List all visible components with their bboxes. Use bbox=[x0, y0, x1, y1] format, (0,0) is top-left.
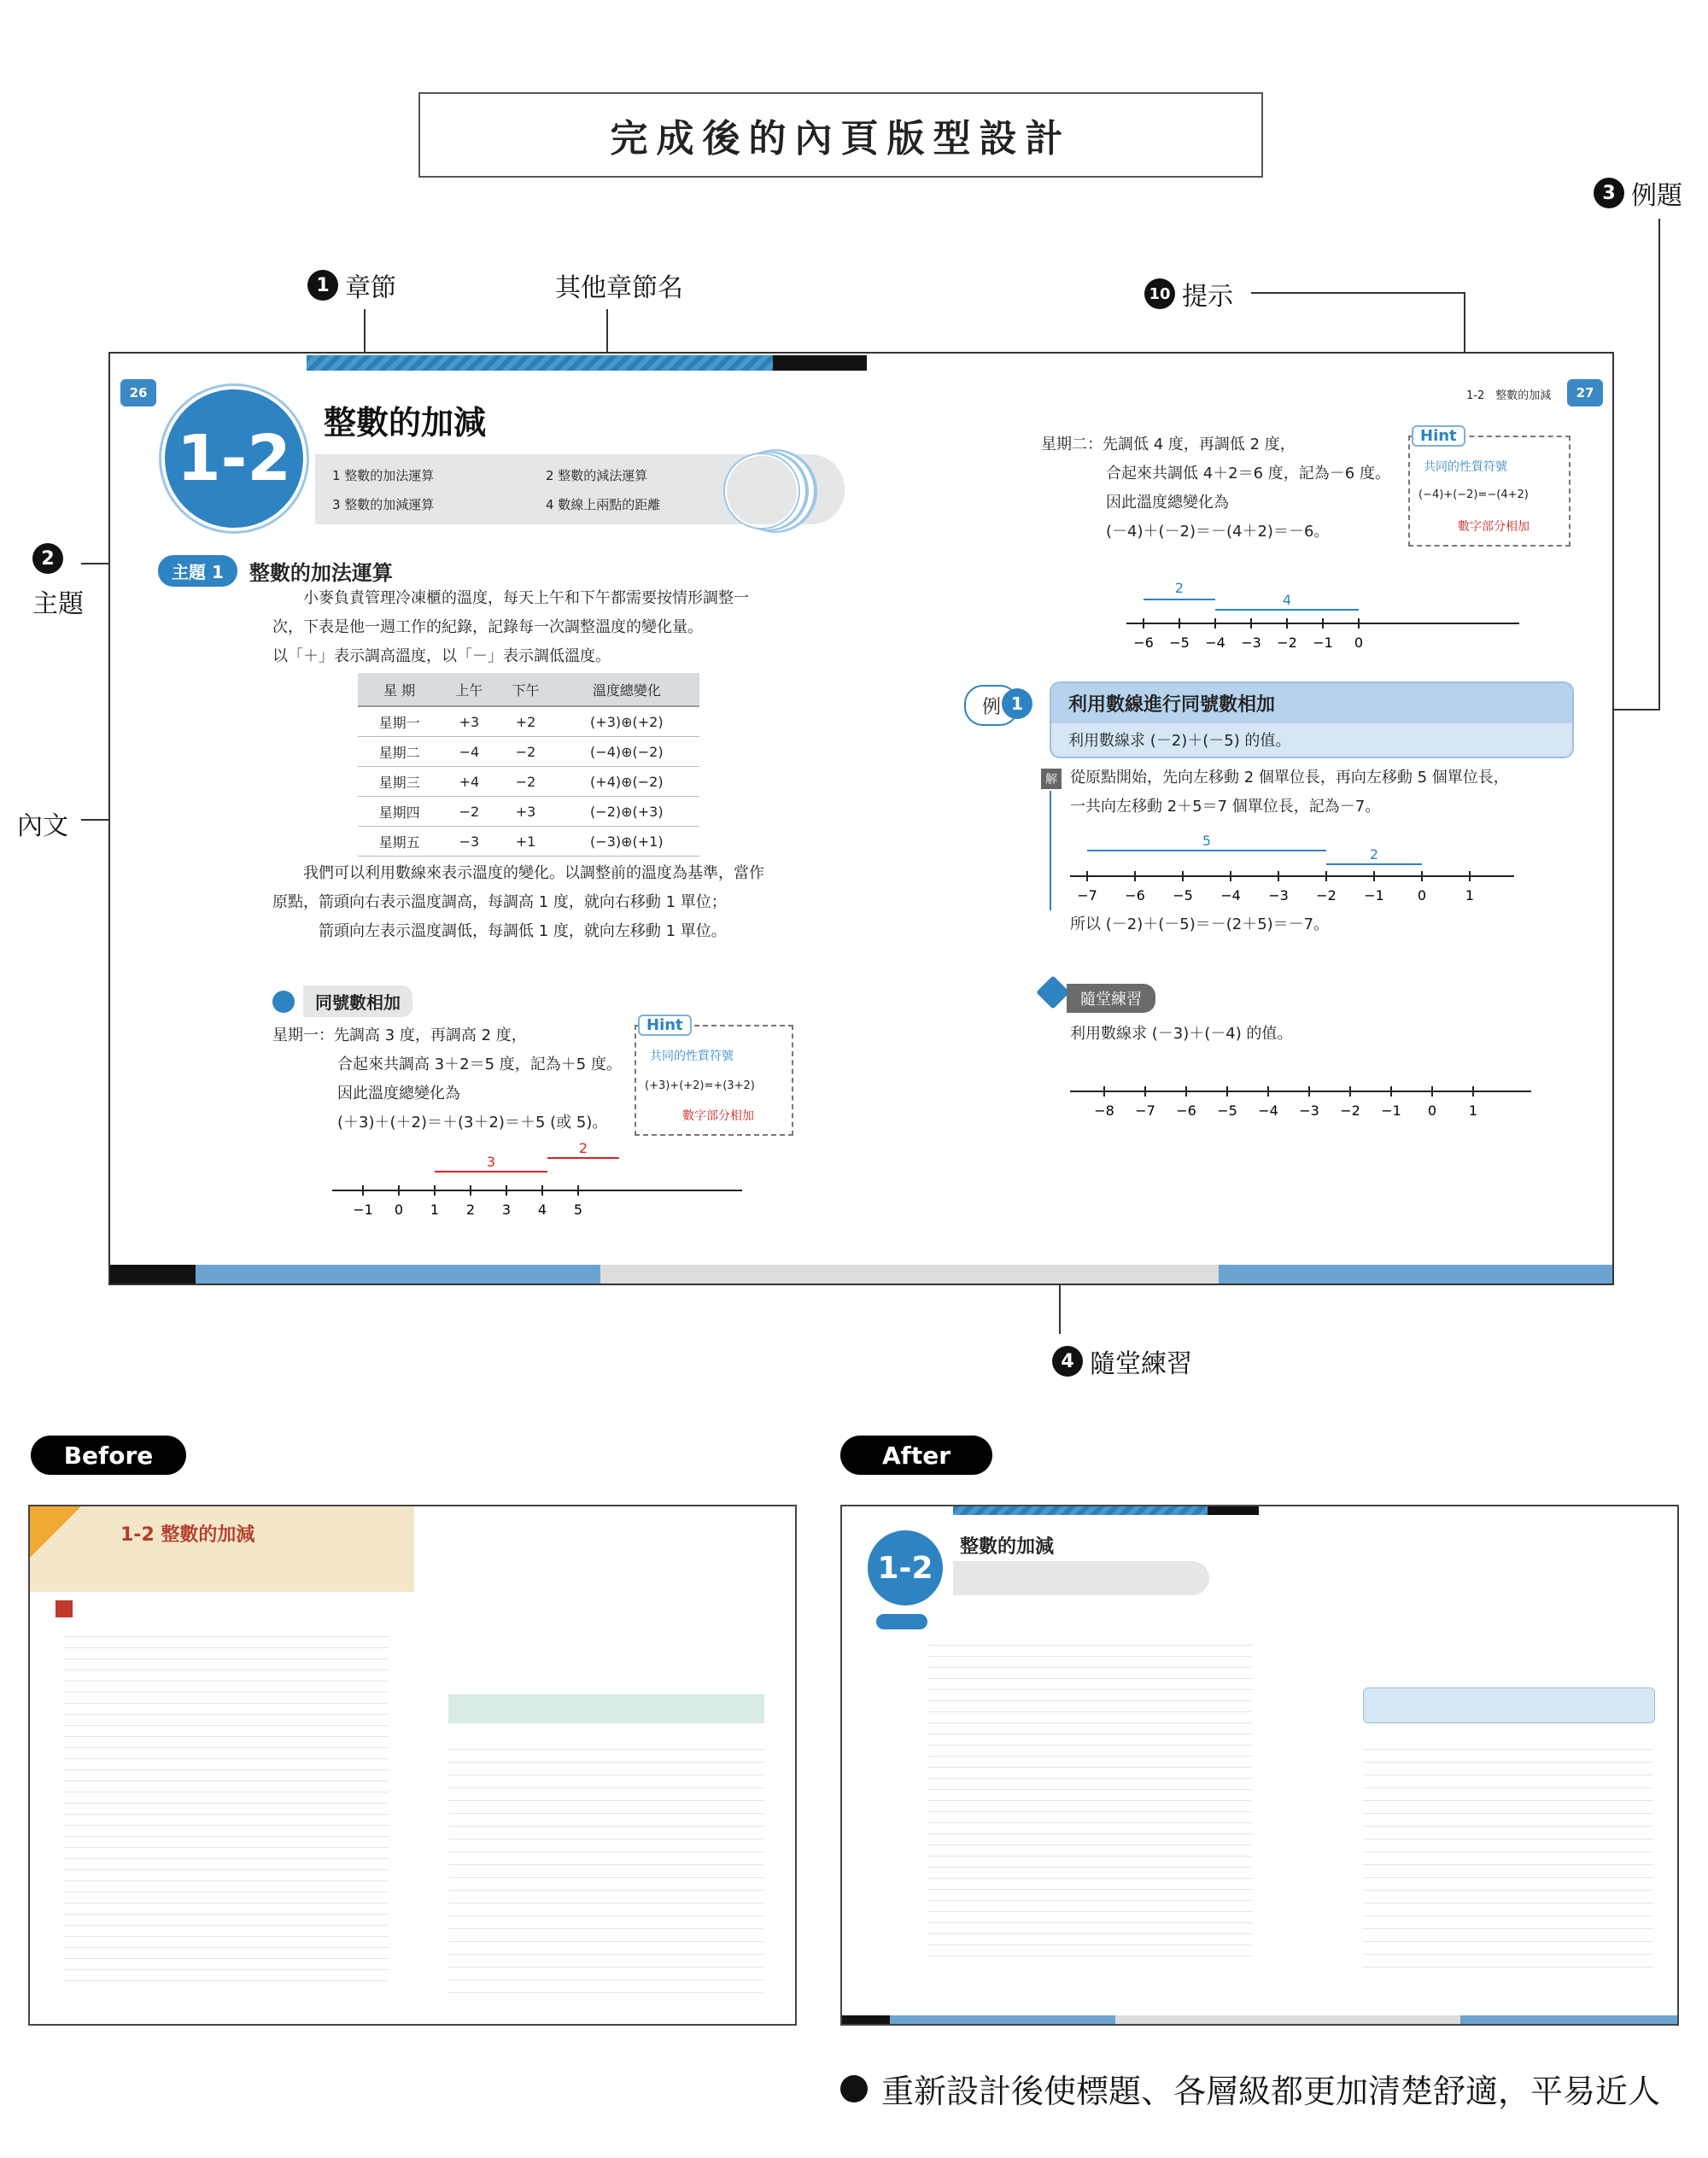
callout-number: 3 bbox=[1594, 178, 1624, 208]
segment-label: 2 bbox=[1369, 846, 1379, 863]
after-chapter-title: 整數的加減 bbox=[960, 1536, 1055, 1558]
example-question: 利用數線求 (－2)＋(－5) 的值。 bbox=[1068, 732, 1291, 750]
table-cell: −4 bbox=[441, 737, 497, 767]
before-right-text bbox=[448, 1737, 764, 1993]
section-number-badge: 1-2 bbox=[161, 386, 307, 531]
practice-question: 利用數線求 (－3)＋(－4) 的值。 bbox=[1070, 1025, 1293, 1043]
after-body-text bbox=[927, 1635, 1252, 1959]
after-tab-bar bbox=[953, 1506, 1209, 1515]
chapter-tab-bar bbox=[307, 355, 776, 371]
table-cell: +1 bbox=[497, 827, 553, 857]
solution-line: 一共向左移動 2＋5＝7 個單位長，記為－7。 bbox=[1070, 798, 1381, 816]
before-chapter-title: 1-2 整數的加減 bbox=[120, 1524, 255, 1546]
tick-label: −4 bbox=[1220, 887, 1241, 904]
callout-label: 隨堂練習 bbox=[1090, 1349, 1192, 1379]
intro-paragraph bbox=[272, 584, 785, 671]
after-bottom-stripe bbox=[842, 2015, 1677, 2024]
page-number-right: 27 bbox=[1567, 379, 1603, 406]
tick-label: −5 bbox=[1173, 887, 1193, 904]
example-line: 星期一：先調高 3 度，再調高 2 度， bbox=[272, 1026, 527, 1044]
subheading bbox=[272, 985, 412, 1017]
table-cell: +4 bbox=[441, 767, 497, 797]
callout-other-chapters bbox=[555, 266, 683, 304]
tick-label: −2 bbox=[1277, 635, 1297, 651]
example-line: 因此溫度總變化為 bbox=[1106, 494, 1229, 512]
topic-header bbox=[158, 555, 393, 587]
tick-label: −7 bbox=[1135, 1102, 1155, 1119]
table-cell: −2 bbox=[497, 737, 553, 767]
example-line: 合起來共調低 4＋2＝6 度，記為－6 度。 bbox=[1106, 465, 1390, 482]
callout-chapter bbox=[307, 266, 396, 304]
table-row bbox=[358, 737, 699, 767]
temperature-table bbox=[358, 673, 699, 857]
tick-label: 0 bbox=[394, 1202, 404, 1218]
pencil-icon bbox=[1036, 975, 1070, 1009]
table-cell: (+4)⊕(−2) bbox=[554, 767, 699, 797]
after-subtopics bbox=[953, 1561, 1209, 1595]
tuesday-example bbox=[1041, 430, 1451, 547]
table-cell: (−2)⊕(+3) bbox=[554, 797, 699, 827]
tick-label: −4 bbox=[1205, 635, 1225, 651]
segment-label: 3 bbox=[486, 1154, 496, 1170]
hint-title: 共同的性質符號 bbox=[650, 1050, 734, 1063]
before-example-bar bbox=[448, 1694, 764, 1723]
example-title: 利用數線進行同號數相加 bbox=[1051, 683, 1572, 723]
after-tab-dark bbox=[1208, 1506, 1259, 1515]
topic-title: 整數的加法運算 bbox=[249, 561, 393, 585]
callout-label: 例題 bbox=[1631, 181, 1682, 211]
hint-formula: (−4)+(−2)=−(4+2) bbox=[1418, 488, 1529, 501]
hint-tag: Hint bbox=[638, 1015, 692, 1036]
callout-label: 章節 bbox=[345, 273, 396, 303]
intro-line: 次，下表是他一週工作的紀錄，記錄每一次調整溫度的變化量。 bbox=[272, 618, 703, 636]
table-cell: 星期五 bbox=[358, 827, 441, 857]
before-header-band bbox=[30, 1506, 414, 1592]
table-row bbox=[358, 767, 699, 797]
segment-label: 2 bbox=[1174, 580, 1184, 596]
example-number: 1 bbox=[1002, 688, 1032, 719]
tick-label: −5 bbox=[1169, 635, 1190, 651]
table-header: 上午 bbox=[441, 673, 497, 706]
table-cell: (−3)⊕(+1) bbox=[554, 827, 699, 857]
number-line-right-3 bbox=[1070, 1071, 1531, 1131]
bullet-icon bbox=[272, 991, 295, 1013]
example-label: 例 bbox=[981, 696, 1001, 718]
hint-formula: (+3)+(+2)=+(3+2) bbox=[645, 1079, 755, 1092]
example-line: 星期二：先調低 4 度，再調低 2 度， bbox=[1041, 436, 1296, 453]
table-row bbox=[358, 706, 699, 737]
page-title: 完成後的內頁版型設計 bbox=[418, 92, 1263, 178]
callout-label: 內文 bbox=[17, 811, 68, 841]
chapter-title: 整數的加減 bbox=[324, 404, 487, 442]
tick-label: −3 bbox=[1241, 635, 1261, 651]
tick-label: 1 bbox=[1465, 887, 1475, 904]
hint-box bbox=[635, 1016, 793, 1136]
decorative-rings bbox=[725, 454, 798, 528]
subheading-label: 同號數相加 bbox=[303, 985, 412, 1017]
example-box bbox=[1050, 681, 1574, 758]
table-cell: +3 bbox=[441, 706, 497, 737]
after-thumbnail bbox=[840, 1505, 1679, 2026]
callout-number: 1 bbox=[307, 270, 338, 301]
after-topic-badge bbox=[876, 1614, 927, 1629]
tick-label: 0 bbox=[1427, 1102, 1437, 1119]
tick-label: −1 bbox=[1381, 1102, 1401, 1119]
hint-box-right bbox=[1408, 427, 1571, 547]
example-line: 因此溫度總變化為 bbox=[337, 1085, 460, 1102]
leader-line bbox=[1251, 292, 1465, 294]
tick-label: 5 bbox=[573, 1202, 583, 1218]
segment-label: 5 bbox=[1202, 833, 1212, 849]
callout-label: 提示 bbox=[1182, 282, 1233, 312]
tick-label: 1 bbox=[1468, 1102, 1478, 1119]
tick-label: 0 bbox=[1417, 887, 1427, 904]
before-body-text bbox=[64, 1626, 389, 1985]
after-example-bar bbox=[1363, 1687, 1655, 1723]
practice-label: 隨堂練習 bbox=[1067, 984, 1155, 1013]
table-header: 星 期 bbox=[358, 673, 441, 706]
solution-text bbox=[1070, 763, 1582, 822]
tick-label: −6 bbox=[1176, 1102, 1196, 1119]
callout-body bbox=[17, 804, 68, 842]
para-line: 箭頭向左表示溫度調低，每調低 1 度，就向左移動 1 單位。 bbox=[319, 922, 727, 940]
bottom-stripe bbox=[110, 1265, 1612, 1284]
callout-label: 主題 bbox=[32, 589, 84, 619]
solution-tag: 解 bbox=[1041, 769, 1062, 789]
callout-number: 10 bbox=[1144, 278, 1175, 309]
tick-label: −8 bbox=[1094, 1102, 1114, 1119]
chapter-tab-bar-dark bbox=[773, 355, 867, 371]
table-cell: −2 bbox=[497, 767, 553, 797]
running-head: 1-2 整數的加減 bbox=[1466, 389, 1552, 402]
tick-label: −7 bbox=[1077, 887, 1097, 904]
subtopic-item: 1 整數的加法運算 bbox=[332, 468, 435, 483]
para-line: 我們可以利用數線來表示溫度的變化。以調整前的溫度為基準，當作 bbox=[303, 864, 764, 882]
subtopic-item: 4 數線上兩點的距離 bbox=[546, 497, 661, 512]
hint-note: 數字部分相加 bbox=[1458, 520, 1530, 534]
callout-hint bbox=[1144, 275, 1233, 313]
number-line-right-1 bbox=[1126, 564, 1519, 658]
monday-example bbox=[272, 1021, 665, 1137]
callout-practice bbox=[1052, 1342, 1192, 1380]
table-row bbox=[358, 827, 699, 857]
number-line-left bbox=[332, 1139, 742, 1233]
tick-label: −3 bbox=[1268, 887, 1289, 904]
after-label: After bbox=[840, 1436, 992, 1475]
hint-tag: Hint bbox=[1412, 425, 1465, 447]
table-cell: −3 bbox=[441, 827, 497, 857]
tick-label: −1 bbox=[353, 1202, 373, 1218]
solution-answer: 所以 (－2)＋(－5)＝－(2＋5)＝－7。 bbox=[1070, 915, 1330, 933]
para-line: 原點，箭頭向右表示溫度調高，每調高 1 度，就向右移動 1 單位； bbox=[272, 893, 727, 911]
tick-label: 3 bbox=[501, 1202, 512, 1218]
tick-label: −6 bbox=[1125, 887, 1145, 904]
solution-rule bbox=[1050, 791, 1051, 910]
tick-label: −5 bbox=[1217, 1102, 1237, 1119]
table-cell: 星期三 bbox=[358, 767, 441, 797]
tick-label: −1 bbox=[1364, 887, 1384, 904]
callout-number: 4 bbox=[1052, 1346, 1083, 1377]
after-section-badge: 1-2 bbox=[868, 1530, 943, 1605]
page-spread bbox=[108, 352, 1614, 1285]
callout-topic bbox=[32, 543, 84, 620]
numberline-paragraph bbox=[272, 859, 819, 946]
example-line: (－4)＋(－2)＝－(4＋2)＝－6。 bbox=[1106, 523, 1330, 541]
number-line-right-2 bbox=[1070, 822, 1514, 907]
callout-number: 2 bbox=[32, 543, 63, 574]
example-line: (＋3)＋(＋2)＝＋(3＋2)＝＋5 (或 5)。 bbox=[337, 1114, 608, 1132]
tick-label: −2 bbox=[1340, 1102, 1360, 1119]
leader-line bbox=[1658, 219, 1660, 711]
tick-label: −1 bbox=[1313, 635, 1333, 651]
table-row bbox=[358, 797, 699, 827]
tick-label: −2 bbox=[1316, 887, 1337, 904]
solution-line: 從原點開始，先向左移動 2 個單位長，再向左移動 5 個單位長， bbox=[1070, 769, 1509, 787]
example-line: 合起來共調高 3＋2＝5 度，記為＋5 度。 bbox=[337, 1056, 622, 1073]
table-cell: (−4)⊕(−2) bbox=[554, 737, 699, 767]
conclusion bbox=[840, 2065, 1660, 2112]
tick-label: −6 bbox=[1133, 635, 1154, 651]
tick-label: 0 bbox=[1354, 635, 1364, 651]
before-label: Before bbox=[31, 1436, 186, 1475]
table-cell: 星期一 bbox=[358, 706, 441, 737]
table-cell: −2 bbox=[441, 797, 497, 827]
bullet-icon bbox=[840, 2075, 868, 2102]
callout-label: 其他章節名 bbox=[555, 273, 683, 303]
tick-label: 2 bbox=[465, 1202, 476, 1218]
tick-label: −4 bbox=[1258, 1102, 1278, 1119]
conclusion-text: 重新設計後使標題、各層級都更加清楚舒適，平易近人 bbox=[881, 2073, 1661, 2110]
segment-label: 4 bbox=[1282, 592, 1292, 608]
table-cell: (+3)⊕(+2) bbox=[554, 706, 699, 737]
table-cell: +2 bbox=[497, 706, 553, 737]
segment-label: 2 bbox=[578, 1140, 588, 1156]
table-cell: 星期二 bbox=[358, 737, 441, 767]
before-thumbnail bbox=[28, 1505, 797, 2026]
tick-label: −3 bbox=[1299, 1102, 1319, 1119]
intro-line: 以「＋」表示調高溫度，以「－」表示調低溫度。 bbox=[272, 647, 611, 665]
tick-label: 4 bbox=[537, 1202, 547, 1218]
tick-label: 1 bbox=[430, 1202, 440, 1218]
callout-example bbox=[1594, 174, 1682, 212]
table-header: 下午 bbox=[497, 673, 553, 706]
before-topic-badge bbox=[56, 1600, 73, 1617]
table-header: 溫度總變化 bbox=[554, 673, 699, 706]
table-cell: +3 bbox=[497, 797, 553, 827]
subtopic-item: 2 整數的減法運算 bbox=[546, 468, 648, 483]
topic-badge: 主題 1 bbox=[158, 555, 237, 587]
hint-note: 數字部分相加 bbox=[682, 1109, 754, 1123]
subtopic-item: 3 整數的加減運算 bbox=[332, 497, 435, 512]
page-number-left: 26 bbox=[120, 379, 156, 406]
after-right-text bbox=[1363, 1737, 1653, 1976]
intro-line: 小麥負責管理冷凍櫃的溫度，每天上午和下午都需要按情形調整一 bbox=[303, 589, 749, 607]
table-cell: 星期四 bbox=[358, 797, 441, 827]
hint-title: 共同的性質符號 bbox=[1424, 460, 1507, 474]
